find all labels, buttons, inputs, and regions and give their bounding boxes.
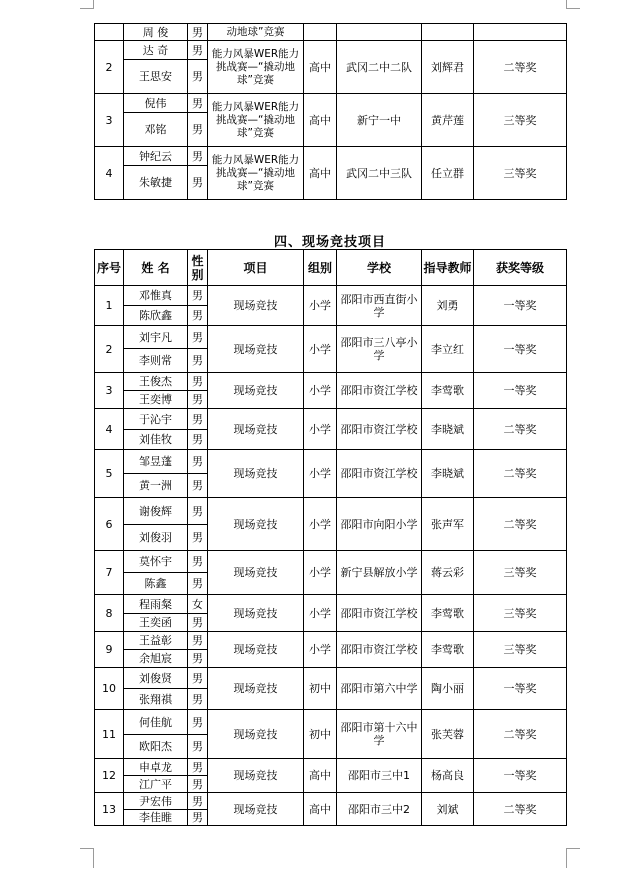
header-school: 学校	[337, 250, 422, 286]
member-gender: 女	[188, 595, 208, 614]
school-cell: 邵阳市向阳小学	[337, 498, 422, 551]
school-cell: 武冈二中三队	[337, 147, 422, 200]
teacher-cell: 李莺歌	[422, 373, 474, 409]
member-name: 谢俊辉	[124, 498, 188, 525]
project-cell: 现场竞技	[208, 373, 304, 409]
member-gender: 男	[188, 373, 208, 391]
teacher-cell: 李立红	[422, 326, 474, 373]
member-name: 刘俊羽	[124, 525, 188, 551]
table-header-row	[95, 250, 567, 286]
level-cell: 小学	[304, 326, 337, 373]
table-row	[95, 793, 567, 810]
school-cell: 邵阳市三八亭小学	[337, 326, 422, 373]
teacher-cell: 李晓斌	[422, 450, 474, 498]
project-cell: 现场竞技	[208, 498, 304, 551]
member-name: 邓铭	[124, 113, 188, 147]
table-row	[95, 94, 567, 113]
project-cell: 现场竞技	[208, 326, 304, 373]
seq-cell: 12	[95, 759, 124, 793]
header-name: 姓 名	[124, 250, 188, 286]
table-row	[95, 373, 567, 391]
school-cell: 新宁一中	[337, 94, 422, 147]
award-cell: 二等奖	[474, 498, 567, 551]
table-row	[95, 595, 567, 614]
crop-mark	[80, 8, 94, 9]
member-name: 江广平	[124, 776, 188, 793]
seq-cell	[95, 24, 124, 41]
level-cell: 高中	[304, 793, 337, 826]
table-row	[95, 147, 567, 166]
member-name: 张翔祺	[124, 689, 188, 710]
member-gender: 男	[188, 147, 208, 166]
member-name: 王奕博	[124, 391, 188, 409]
member-gender: 男	[188, 689, 208, 710]
table-row	[95, 759, 567, 776]
section-title: 四、现场竞技项目	[273, 235, 386, 250]
seq-cell: 2	[95, 326, 124, 373]
project-cell: 现场竞技	[208, 710, 304, 759]
crop-mark	[566, 8, 580, 9]
member-gender: 男	[188, 474, 208, 498]
table-row	[95, 710, 567, 735]
level-cell: 高中	[304, 94, 337, 147]
award-cell: 三等奖	[474, 595, 567, 632]
table-row	[95, 450, 567, 474]
member-gender: 男	[188, 614, 208, 632]
member-name: 王益彰	[124, 632, 188, 650]
teacher-cell: 杨高良	[422, 759, 474, 793]
member-name: 莫怀宇	[124, 551, 188, 573]
seq-cell: 7	[95, 551, 124, 595]
member-gender: 男	[188, 632, 208, 650]
member-name: 申卓龙	[124, 759, 188, 776]
member-gender: 男	[188, 710, 208, 735]
teacher-cell: 陶小丽	[422, 668, 474, 710]
project-cell: 能力风暴WER能力挑战赛—“撬动地球”竞赛	[208, 94, 304, 147]
member-gender: 男	[188, 60, 208, 94]
crop-mark	[93, 0, 94, 8]
project-cell: 现场竞技	[208, 759, 304, 793]
member-gender: 男	[188, 498, 208, 525]
header-award: 获奖等级	[474, 250, 567, 286]
award-cell: 一等奖	[474, 286, 567, 326]
project-cell: 现场竞技	[208, 595, 304, 632]
header-level: 组别	[304, 250, 337, 286]
seq-cell: 2	[95, 41, 124, 94]
award-table-wer	[94, 23, 567, 200]
member-gender: 男	[188, 735, 208, 759]
teacher-cell: 李莺歌	[422, 632, 474, 668]
member-gender: 男	[188, 430, 208, 450]
header-gender: 性别	[188, 250, 208, 286]
award-cell: 二等奖	[474, 710, 567, 759]
award-cell: 二等奖	[474, 450, 567, 498]
member-name: 李则常	[124, 349, 188, 373]
member-gender: 男	[188, 810, 208, 826]
school-cell: 邵阳市三中1	[337, 759, 422, 793]
member-name: 王俊杰	[124, 373, 188, 391]
member-name: 陈欣鑫	[124, 306, 188, 326]
school-cell	[337, 24, 422, 41]
header-seq: 序号	[95, 250, 124, 286]
project-cell: 现场竞技	[208, 668, 304, 710]
project-cell: 现场竞技	[208, 450, 304, 498]
seq-cell: 6	[95, 498, 124, 551]
member-name: 朱敏捷	[124, 166, 188, 200]
seq-cell: 5	[95, 450, 124, 498]
seq-cell: 3	[95, 373, 124, 409]
crop-mark	[566, 848, 580, 849]
school-cell: 邵阳市资江学校	[337, 595, 422, 632]
level-cell: 小学	[304, 286, 337, 326]
award-cell: 三等奖	[474, 147, 567, 200]
teacher-cell	[422, 24, 474, 41]
member-gender: 男	[188, 349, 208, 373]
award-cell: 一等奖	[474, 373, 567, 409]
level-cell: 高中	[304, 147, 337, 200]
member-name: 刘俊贤	[124, 668, 188, 689]
seq-cell: 9	[95, 632, 124, 668]
school-cell: 邵阳市第六中学	[337, 668, 422, 710]
member-name: 周 俊	[124, 24, 188, 41]
member-name: 程雨粲	[124, 595, 188, 614]
school-cell: 邵阳市西直街小学	[337, 286, 422, 326]
award-cell: 二等奖	[474, 409, 567, 450]
member-gender: 男	[188, 306, 208, 326]
teacher-cell: 李晓斌	[422, 409, 474, 450]
seq-cell: 3	[95, 94, 124, 147]
level-cell: 高中	[304, 41, 337, 94]
project-cell: 现场竞技	[208, 409, 304, 450]
member-gender: 男	[188, 286, 208, 306]
member-name: 欧阳杰	[124, 735, 188, 759]
school-cell: 邵阳市资江学校	[337, 373, 422, 409]
level-cell: 初中	[304, 710, 337, 759]
table-row	[95, 326, 567, 349]
level-cell: 小学	[304, 551, 337, 595]
member-name: 陈鑫	[124, 573, 188, 595]
school-cell: 邵阳市资江学校	[337, 450, 422, 498]
project-cell: 能力风暴WER能力挑战赛—“撬动地球”竞赛	[208, 41, 304, 94]
member-name: 李佳睢	[124, 810, 188, 826]
member-gender: 男	[188, 326, 208, 349]
seq-cell: 8	[95, 595, 124, 632]
member-gender: 男	[188, 525, 208, 551]
school-cell: 武冈二中二队	[337, 41, 422, 94]
table-row	[95, 551, 567, 573]
seq-cell: 4	[95, 147, 124, 200]
table-row	[95, 24, 567, 41]
project-cell: 能力风暴WER能力挑战赛—“撬动地球”竞赛	[208, 147, 304, 200]
project-cell: 现场竞技	[208, 793, 304, 826]
table-row	[95, 286, 567, 306]
school-cell: 邵阳市资江学校	[337, 409, 422, 450]
table-row	[95, 498, 567, 525]
award-cell: 一等奖	[474, 326, 567, 373]
school-cell: 新宁县解放小学	[337, 551, 422, 595]
school-cell: 邵阳市三中2	[337, 793, 422, 826]
award-cell: 三等奖	[474, 551, 567, 595]
award-cell: 三等奖	[474, 94, 567, 147]
level-cell: 小学	[304, 595, 337, 632]
member-gender: 男	[188, 668, 208, 689]
member-gender: 男	[188, 409, 208, 430]
award-table-onsite	[94, 249, 567, 826]
teacher-cell: 任立群	[422, 147, 474, 200]
level-cell: 小学	[304, 450, 337, 498]
crop-mark	[80, 848, 94, 849]
member-name: 何佳航	[124, 710, 188, 735]
teacher-cell: 刘辉君	[422, 41, 474, 94]
header-project: 项目	[208, 250, 304, 286]
member-gender: 男	[188, 166, 208, 200]
member-name: 刘宇凡	[124, 326, 188, 349]
level-cell	[304, 24, 337, 41]
member-name: 王思安	[124, 60, 188, 94]
seq-cell: 11	[95, 710, 124, 759]
teacher-cell: 张声军	[422, 498, 474, 551]
member-gender: 男	[188, 41, 208, 60]
level-cell: 小学	[304, 632, 337, 668]
table-row	[95, 632, 567, 650]
member-gender: 男	[188, 650, 208, 668]
table-row	[95, 409, 567, 430]
seq-cell: 4	[95, 409, 124, 450]
member-name: 于沁宇	[124, 409, 188, 430]
member-gender: 男	[188, 776, 208, 793]
teacher-cell: 刘勇	[422, 286, 474, 326]
member-name: 刘佳牧	[124, 430, 188, 450]
table-row	[95, 41, 567, 60]
crop-mark	[93, 848, 94, 868]
teacher-cell: 张芙蓉	[422, 710, 474, 759]
crop-mark	[566, 848, 567, 868]
member-gender: 男	[188, 94, 208, 113]
level-cell: 高中	[304, 759, 337, 793]
member-name: 余旭宸	[124, 650, 188, 668]
table-row	[95, 668, 567, 689]
level-cell: 小学	[304, 498, 337, 551]
school-cell: 邵阳市第十六中学	[337, 710, 422, 759]
member-gender: 男	[188, 391, 208, 409]
award-cell: 三等奖	[474, 632, 567, 668]
award-cell: 二等奖	[474, 793, 567, 826]
member-name: 尹宏伟	[124, 793, 188, 810]
award-cell: 二等奖	[474, 41, 567, 94]
member-name: 达 奇	[124, 41, 188, 60]
member-name: 邹昱蓬	[124, 450, 188, 474]
seq-cell: 10	[95, 668, 124, 710]
project-cell: 现场竞技	[208, 632, 304, 668]
member-name: 倪伟	[124, 94, 188, 113]
level-cell: 小学	[304, 373, 337, 409]
member-gender: 男	[188, 551, 208, 573]
project-cell: 现场竞技	[208, 286, 304, 326]
project-cell: 现场竞技	[208, 551, 304, 595]
award-cell: 一等奖	[474, 759, 567, 793]
member-gender: 男	[188, 450, 208, 474]
award-cell	[474, 24, 567, 41]
teacher-cell: 蒋云彩	[422, 551, 474, 595]
member-name: 黄一洲	[124, 474, 188, 498]
member-gender: 男	[188, 24, 208, 41]
member-gender: 男	[188, 759, 208, 776]
school-cell: 邵阳市资江学校	[337, 632, 422, 668]
header-teacher: 指导教师	[422, 250, 474, 286]
teacher-cell: 黄芹莲	[422, 94, 474, 147]
member-name: 王奕函	[124, 614, 188, 632]
member-name: 邓惟真	[124, 286, 188, 306]
member-name: 钟纪云	[124, 147, 188, 166]
level-cell: 小学	[304, 409, 337, 450]
member-gender: 男	[188, 793, 208, 810]
project-cell: 动地球”竞赛	[208, 24, 304, 41]
crop-mark	[566, 0, 567, 8]
member-gender: 男	[188, 573, 208, 595]
seq-cell: 1	[95, 286, 124, 326]
teacher-cell: 李莺歌	[422, 595, 474, 632]
teacher-cell: 刘斌	[422, 793, 474, 826]
award-cell: 一等奖	[474, 668, 567, 710]
member-gender: 男	[188, 113, 208, 147]
level-cell: 初中	[304, 668, 337, 710]
seq-cell: 13	[95, 793, 124, 826]
